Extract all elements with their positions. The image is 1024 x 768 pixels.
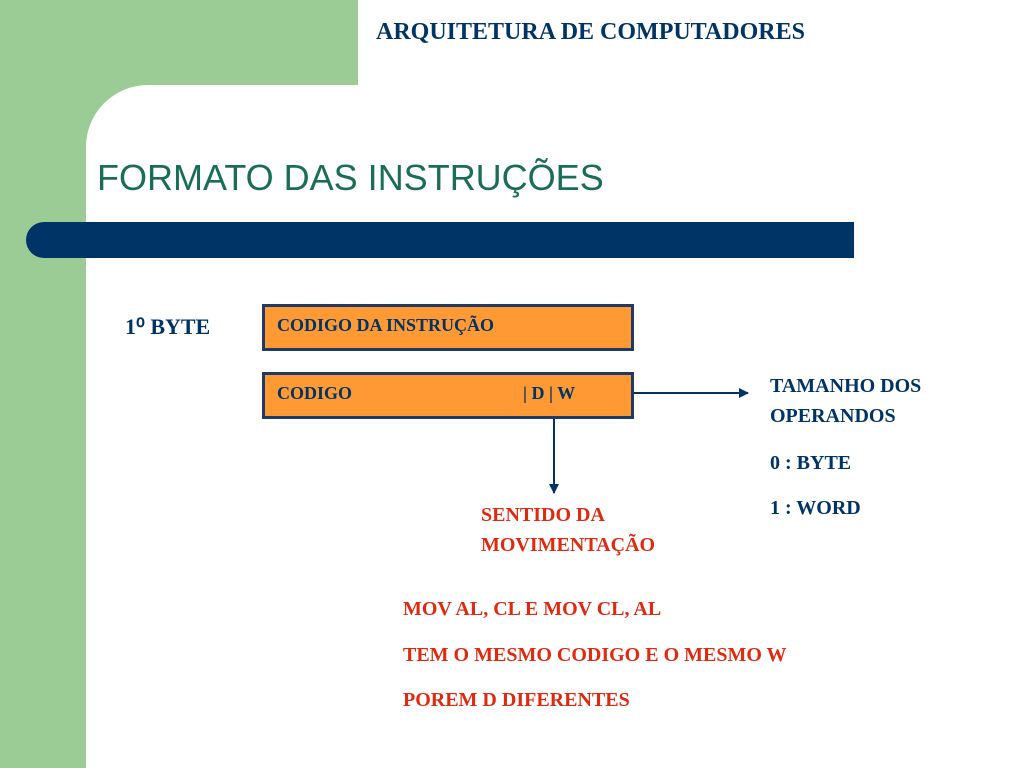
direction-label-2: MOVIMENTAÇÃO	[481, 534, 656, 556]
note-line-1: MOV AL, CL E MOV CL, AL	[403, 598, 662, 620]
operand-size-label-1: TAMANHO DOS	[770, 375, 922, 397]
instruction-code-text: CODIGO DA INSTRUÇÃO	[277, 315, 495, 335]
note-line-3: POREM D DIFERENTES	[403, 689, 630, 711]
operand-size-byte-option: 0 : BYTE	[770, 452, 852, 474]
slide-title: FORMATO DAS INSTRUÇÕES	[97, 157, 604, 198]
course-header: ARQUITETURA DE COMPUTADORES	[376, 19, 805, 45]
opcode-text: CODIGO	[277, 383, 353, 403]
operand-size-word-option: 1 : WORD	[770, 497, 861, 519]
operand-size-label-2: OPERANDOS	[770, 405, 896, 427]
direction-label-1: SENTIDO DA	[481, 504, 605, 526]
first-byte-label: 1⁰ BYTE	[125, 314, 211, 339]
dw-fields-text: | D | W	[523, 383, 576, 403]
note-line-2: TEM O MESMO CODIGO E O MESMO W	[403, 644, 787, 666]
